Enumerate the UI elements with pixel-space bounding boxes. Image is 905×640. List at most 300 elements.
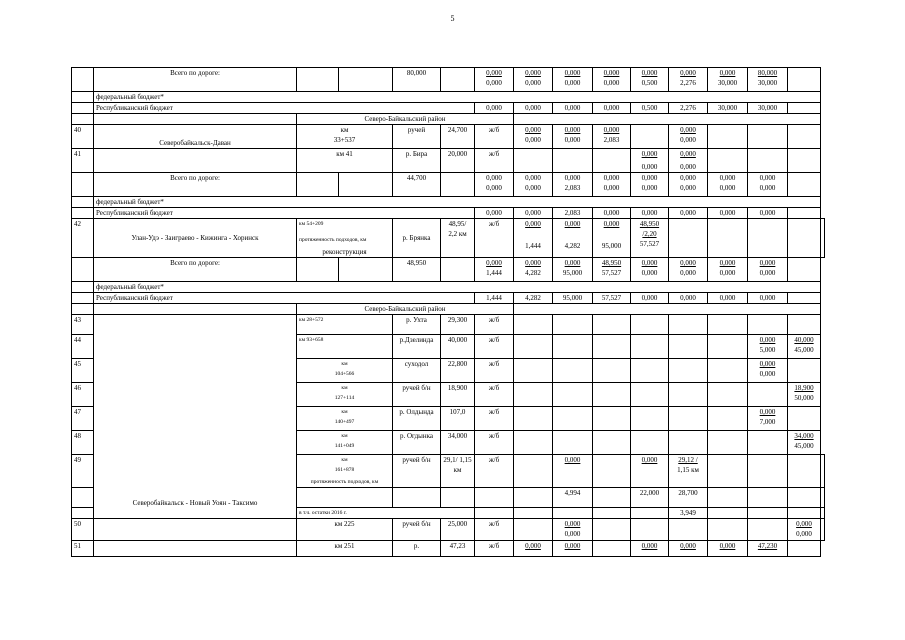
- table-cell: [788, 149, 821, 173]
- table-row: [72, 208, 825, 219]
- table-cell: 95,000: [553, 293, 593, 304]
- table-cell: [593, 315, 631, 335]
- table-cell: км: [453, 466, 462, 474]
- table-cell: [788, 173, 821, 197]
- table-cell: ж/б: [475, 407, 514, 431]
- table-cell: Улан-Удэ - Заиграево - Кижинга - Хоринск: [94, 219, 297, 258]
- table-cell: 0,000: [525, 184, 541, 192]
- table-cell: [553, 508, 593, 519]
- table-cell: 95,000: [601, 242, 622, 250]
- table-cell: 0,000: [603, 126, 620, 134]
- table-cell: 40,000: [794, 336, 814, 344]
- table-cell: [708, 431, 748, 455]
- table-cell: 0,000: [514, 103, 553, 114]
- table-cell: [788, 407, 821, 431]
- table-cell: 1,444: [475, 293, 514, 304]
- table-cell: 7,000: [759, 418, 776, 426]
- table-cell: [708, 149, 748, 173]
- table-cell: [788, 208, 821, 219]
- table-cell: км: [340, 126, 349, 134]
- table-row: [72, 114, 825, 125]
- table-cell: 0,000: [641, 269, 658, 277]
- table-cell: 30,000: [757, 79, 778, 87]
- table-cell: [553, 359, 593, 383]
- table-cell: 34,000: [441, 431, 475, 455]
- table-cell: ручей б/н: [393, 455, 441, 488]
- table-cell: 0,000: [564, 174, 581, 182]
- table-cell: 0,000: [680, 184, 696, 192]
- table-cell: 18,900: [441, 383, 475, 407]
- table-cell: 1,444: [486, 269, 502, 277]
- table-cell: [94, 541, 297, 557]
- table-cell: 141+049: [334, 443, 355, 449]
- table-cell: 24,700: [441, 125, 475, 149]
- table-cell: 0,000: [525, 174, 541, 182]
- table-cell: [553, 149, 593, 173]
- table-cell: [514, 455, 553, 488]
- table-cell: ж/б: [475, 541, 514, 557]
- table-cell: [788, 103, 821, 114]
- table-cell: 0,500: [641, 79, 658, 87]
- table-cell: [748, 219, 788, 258]
- table-cell: [441, 455, 475, 488]
- table-cell: [631, 431, 669, 455]
- table-cell: 47: [72, 407, 94, 431]
- table-cell: [393, 488, 441, 508]
- table-cell: [593, 359, 631, 383]
- table-cell: 28,700: [669, 488, 708, 508]
- table-cell: [788, 335, 821, 359]
- table-cell: 0,000: [759, 269, 776, 277]
- table-cell: 48: [72, 431, 94, 455]
- table-cell: Северобайкальск - Новый Уоян - Таксимо: [94, 315, 297, 519]
- table-cell: 18,900: [794, 384, 814, 392]
- table-cell: 0,000: [593, 208, 631, 219]
- table-cell: [593, 431, 631, 455]
- table-cell: [475, 488, 514, 508]
- table-cell: [669, 125, 708, 149]
- table-cell: [631, 258, 669, 282]
- table-cell: 44: [72, 335, 94, 359]
- table-cell: 0,000: [759, 360, 776, 368]
- table-cell: [788, 359, 821, 383]
- table-cell: 0,000: [553, 103, 593, 114]
- table-cell: 0,000: [719, 174, 736, 182]
- table-cell: км: [341, 457, 348, 463]
- table-cell: [708, 519, 748, 541]
- table-cell: км 54+209: [299, 221, 324, 227]
- table-cell: [514, 173, 553, 197]
- table-cell: [593, 508, 631, 519]
- table-cell: [553, 431, 593, 455]
- table-cell: км: [341, 385, 348, 391]
- table-cell: 0,000: [553, 541, 593, 557]
- table-cell: [94, 149, 297, 173]
- table-row: [72, 68, 825, 92]
- table-cell: [593, 258, 631, 282]
- table-cell: [475, 508, 514, 519]
- table-cell: 3,949: [669, 508, 708, 519]
- table-cell: [553, 219, 593, 258]
- table-cell: [514, 508, 553, 519]
- table-cell: [669, 359, 708, 383]
- table-cell: [748, 125, 788, 149]
- table-cell: р. Ухта: [393, 315, 441, 335]
- table-cell: федеральный бюджет*: [94, 197, 821, 208]
- table-cell: 0,500: [631, 103, 669, 114]
- table-row: [72, 315, 825, 335]
- table-cell: [788, 541, 821, 557]
- table-cell: [514, 304, 821, 315]
- table-cell: 0,000: [680, 69, 696, 77]
- table-cell: [631, 125, 669, 149]
- table-cell: протяженность подходов, км: [310, 479, 379, 485]
- table-cell: ж/б: [475, 125, 514, 149]
- table-cell: 0,000: [564, 220, 581, 228]
- table-cell: [748, 407, 788, 431]
- table-row: [72, 293, 825, 304]
- table-cell: /2,20: [642, 230, 657, 238]
- table-cell: 0,000: [631, 541, 669, 557]
- table-cell: км 225: [297, 519, 393, 541]
- table-cell: 0,000: [641, 174, 658, 182]
- table-cell: р. Олдында: [393, 407, 441, 431]
- table-cell: 0,000: [796, 520, 812, 528]
- table-cell: [669, 258, 708, 282]
- table-cell: реконструкция: [322, 248, 367, 256]
- table-cell: [593, 173, 631, 197]
- table-cell: [297, 359, 393, 383]
- table-cell: [748, 173, 788, 197]
- table-cell: [631, 407, 669, 431]
- table-cell: [72, 197, 94, 208]
- table-cell: [441, 173, 475, 197]
- table-cell: [72, 92, 94, 103]
- table-cell: [72, 304, 94, 315]
- table-cell: [94, 304, 297, 315]
- table-cell: 0,000: [603, 220, 620, 228]
- table-cell: 140+497: [334, 419, 355, 425]
- table-cell: [821, 488, 825, 508]
- table-cell: [821, 508, 825, 519]
- table-cell: 4,994: [553, 488, 593, 508]
- table-cell: [593, 383, 631, 407]
- table-cell: Республиканский бюджет: [94, 103, 475, 114]
- table-cell: [669, 407, 708, 431]
- table-cell: [553, 258, 593, 282]
- page-number: 5: [450, 14, 455, 23]
- table-cell: 0,000: [719, 269, 736, 277]
- table-cell: 29,300: [441, 315, 475, 335]
- table-cell: [339, 258, 393, 282]
- table-cell: [339, 68, 393, 92]
- district-header: Северо-Байкальский район: [297, 304, 514, 315]
- table-cell: [788, 219, 821, 258]
- table-cell: [631, 508, 669, 519]
- table-cell: 0,000: [564, 126, 581, 134]
- table-cell: км 28+572: [297, 315, 393, 335]
- table-cell: 161+878: [334, 467, 355, 473]
- table-cell: [297, 383, 393, 407]
- table-cell: 0,000: [525, 136, 541, 144]
- table-cell: 0,000: [475, 103, 514, 114]
- table-cell: [788, 293, 821, 304]
- table-cell: [788, 383, 821, 407]
- table-cell: [669, 149, 708, 173]
- table-cell: [708, 455, 748, 488]
- table-cell: 48,950: [601, 259, 622, 267]
- table-cell: ручей б/н: [393, 519, 441, 541]
- table-cell: 40,000: [441, 335, 475, 359]
- table-cell: [475, 173, 514, 197]
- table-cell: ж/б: [475, 455, 514, 488]
- table-cell: км: [341, 433, 348, 439]
- table-cell: [593, 68, 631, 92]
- table-cell: ручей б/н: [393, 383, 441, 407]
- table-cell: [514, 149, 553, 173]
- table-cell: 0,000: [708, 293, 748, 304]
- table-cell: [788, 431, 821, 455]
- table-cell: [748, 383, 788, 407]
- table-cell: 22,800: [441, 359, 475, 383]
- table-cell: [553, 335, 593, 359]
- table-cell: 41: [72, 149, 94, 173]
- table-cell: 4,282: [525, 269, 541, 277]
- table-cell: 0,000: [759, 259, 776, 267]
- table-row: [72, 219, 825, 258]
- table-cell: ж/б: [475, 383, 514, 407]
- table-cell: 95,000: [562, 269, 583, 277]
- table-cell: [708, 488, 748, 508]
- table-cell: 0,000: [748, 293, 788, 304]
- table-cell: [788, 68, 821, 92]
- table-cell: 0,000: [759, 336, 776, 344]
- district-header: Северо-Байкальский район: [297, 114, 514, 125]
- table-cell: 0,000: [631, 455, 669, 488]
- table-cell: [514, 258, 553, 282]
- table-cell: 40: [72, 125, 94, 149]
- table-cell: [72, 282, 94, 293]
- table-cell: км: [341, 361, 348, 367]
- table-cell: ж/б: [475, 219, 514, 258]
- table-row: [72, 519, 825, 541]
- table-cell: 30,000: [717, 79, 738, 87]
- table-cell: 0,000: [680, 126, 696, 134]
- table-cell: 104+566: [334, 371, 355, 377]
- table-cell: 43: [72, 315, 94, 335]
- table-cell: [593, 519, 631, 541]
- table-cell: [631, 383, 669, 407]
- table-cell: ж/б: [475, 431, 514, 455]
- table-cell: 0,000: [631, 208, 669, 219]
- table-cell: [441, 258, 475, 282]
- table-cell: 0,000: [680, 163, 696, 171]
- table-cell: 0,000: [719, 184, 736, 192]
- table-cell: [514, 125, 553, 149]
- table-cell: [475, 68, 514, 92]
- table-cell: [297, 125, 393, 149]
- table-cell: [593, 149, 631, 173]
- table-cell: 0,000: [719, 69, 736, 77]
- table-cell: [553, 519, 593, 541]
- table-cell: [593, 219, 631, 258]
- table-cell: ж/б: [475, 359, 514, 383]
- table-cell: 49: [72, 455, 94, 488]
- table-row: [72, 197, 825, 208]
- table-cell: 0,000: [475, 208, 514, 219]
- table-cell: [72, 68, 94, 92]
- table-cell: [748, 258, 788, 282]
- table-cell: [514, 68, 553, 92]
- table-cell: [748, 359, 788, 383]
- table-cell: суходол: [393, 359, 441, 383]
- table-cell: [748, 149, 788, 173]
- table-cell: 48,950: [639, 220, 660, 228]
- table-cell: [631, 219, 669, 258]
- table-row: [72, 304, 825, 315]
- table-cell: 0,000: [603, 174, 620, 182]
- table-cell: 46: [72, 383, 94, 407]
- table-cell: 0,000: [641, 150, 658, 158]
- table-cell: [708, 173, 748, 197]
- table-cell: [708, 508, 748, 519]
- table-cell: [669, 315, 708, 335]
- table-cell: [553, 68, 593, 92]
- table-cell: ручей: [393, 125, 441, 149]
- table-cell: 0,000: [708, 208, 748, 219]
- table-cell: 47,23: [441, 541, 475, 557]
- table-row: [72, 149, 825, 173]
- table-cell: Республиканский бюджет: [94, 293, 475, 304]
- table-cell: [669, 68, 708, 92]
- table-cell: 33+537: [333, 136, 356, 144]
- table-cell: 0,000: [641, 259, 658, 267]
- table-cell: [441, 219, 475, 258]
- table-cell: 0,000: [603, 184, 620, 192]
- table-cell: [708, 125, 748, 149]
- table-cell: [631, 335, 669, 359]
- table-cell: 2,276: [669, 103, 708, 114]
- table-cell: 50: [72, 519, 94, 541]
- table-cell: р.Дзелинда: [393, 335, 441, 359]
- table-cell: [788, 455, 821, 488]
- table-cell: [72, 208, 94, 219]
- table-cell: 0,000: [669, 293, 708, 304]
- table-row: [72, 92, 825, 103]
- table-cell: 57,527: [593, 293, 631, 304]
- budget-table: [71, 67, 825, 557]
- table-row: [72, 103, 825, 114]
- table-cell: федеральный бюджет*: [94, 282, 821, 293]
- table-cell: [748, 519, 788, 541]
- table-cell: 45,000: [794, 442, 814, 450]
- table-cell: [514, 219, 553, 258]
- table-cell: [553, 383, 593, 407]
- table-cell: 0,000: [641, 163, 658, 171]
- table-cell: [72, 173, 94, 197]
- table-cell: 0,000: [759, 184, 776, 192]
- table-cell: [748, 455, 788, 488]
- table-cell: 0,000: [680, 269, 696, 277]
- table-cell: [553, 315, 593, 335]
- table-cell: 0,000: [641, 69, 658, 77]
- table-cell: [339, 173, 393, 197]
- table-cell: [821, 519, 825, 541]
- table-cell: [297, 173, 339, 197]
- table-cell: 0,000: [680, 136, 696, 144]
- table-cell: 1,15 км: [677, 466, 699, 474]
- table-cell: [553, 407, 593, 431]
- table-cell: [669, 519, 708, 541]
- table-cell: 0,000: [593, 103, 631, 114]
- table-cell: [748, 508, 788, 519]
- table-cell: [669, 219, 708, 258]
- table-cell: 1,444: [525, 242, 541, 250]
- table-cell: Всего по дороге:: [94, 258, 297, 282]
- table-cell: 0,000: [486, 79, 502, 87]
- table-cell: ж/б: [475, 149, 514, 173]
- table-cell: [631, 68, 669, 92]
- table-cell: ж/б: [475, 335, 514, 359]
- table-cell: [748, 488, 788, 508]
- table-cell: [72, 258, 94, 282]
- table-cell: Северобайкальск-Даван: [94, 125, 297, 149]
- table-cell: [94, 519, 297, 541]
- table-cell: [788, 519, 821, 541]
- table-cell: [708, 315, 748, 335]
- table-cell: [593, 407, 631, 431]
- table-cell: [788, 125, 821, 149]
- table-cell: 0,000: [564, 136, 581, 144]
- table-cell: р. Бира: [393, 149, 441, 173]
- table-cell: 51: [72, 541, 94, 557]
- table-cell: 2,083: [553, 208, 593, 219]
- table-cell: [708, 258, 748, 282]
- table-cell: [631, 149, 669, 173]
- table-cell: 29,12 /: [678, 456, 698, 464]
- table-cell: [297, 407, 393, 431]
- table-cell: 127+114: [334, 395, 355, 401]
- table-cell: [553, 173, 593, 197]
- table-cell: 0,000: [486, 259, 502, 267]
- table-cell: [514, 431, 553, 455]
- table-cell: 4,282: [564, 242, 581, 250]
- table-cell: [72, 508, 94, 519]
- table-cell: [708, 335, 748, 359]
- table-cell: [475, 258, 514, 282]
- table-cell: р. Брянка: [393, 219, 441, 258]
- table-cell: протяженность подходов, км: [299, 237, 367, 243]
- table-cell: 107,0: [441, 407, 475, 431]
- table-cell: [748, 335, 788, 359]
- table-cell: [788, 508, 821, 519]
- table-cell: в т.ч. остатки 2016 г.: [297, 508, 475, 519]
- table-cell: 0,000: [680, 259, 696, 267]
- table-cell: 80,000: [757, 69, 778, 77]
- table-cell: [593, 488, 631, 508]
- table-cell: [514, 519, 553, 541]
- table-cell: 0,000: [669, 541, 708, 557]
- table-cell: км 251: [297, 541, 393, 557]
- table-cell: 0,000: [759, 408, 776, 416]
- table-cell: [72, 103, 94, 114]
- table-cell: 45,000: [794, 346, 814, 354]
- table-cell: [593, 335, 631, 359]
- table-cell: [631, 173, 669, 197]
- table-cell: [514, 359, 553, 383]
- table-cell: [708, 359, 748, 383]
- table-cell: 0,000: [759, 174, 776, 182]
